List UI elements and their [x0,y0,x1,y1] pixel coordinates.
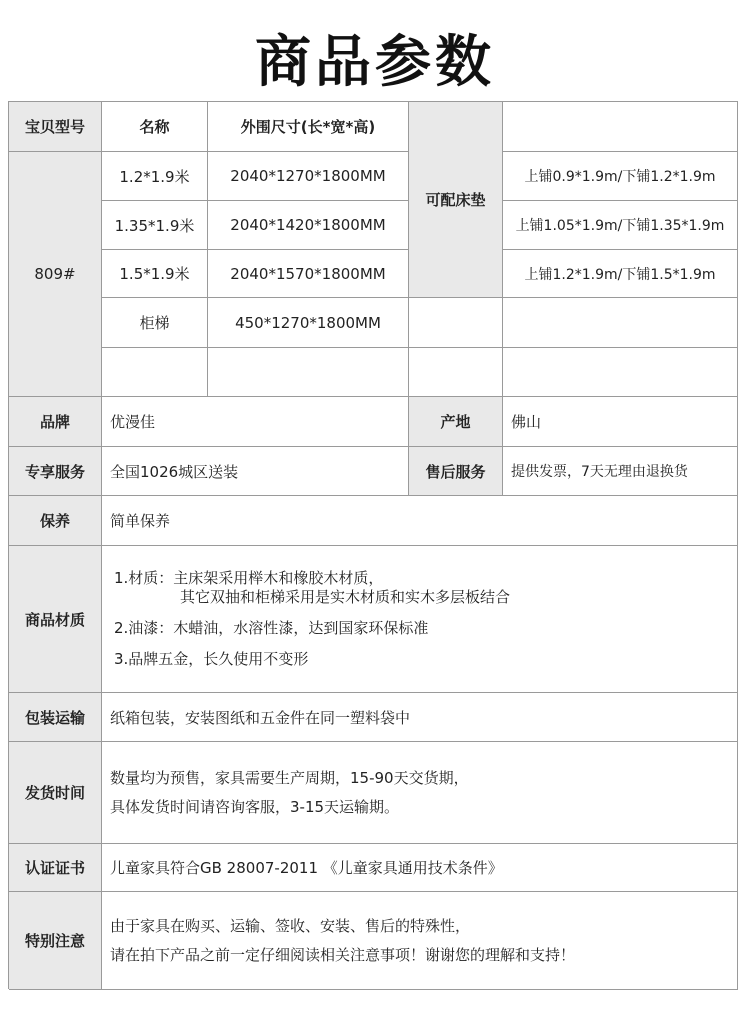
shipping-value [102,742,738,844]
table-row-mattress: 上铺0.9*1.9m/下铺1.2*1.9m [503,152,738,201]
certification-value: 儿童家具符合GB 28007-2011 《儿童家具通用技术条件》 [102,844,738,892]
table-row-name: 1.35*1.9米 [102,201,208,250]
service-label: 专享服务 [9,447,102,496]
material-line-1 [114,569,510,607]
spec-table [8,101,738,989]
notice-label: 特别注意 [9,892,102,990]
after-sales-value: 提供发票，7天无理由退换货 [503,447,738,496]
table-row-mattress: 上铺1.2*1.9m/下铺1.5*1.9m [503,250,738,298]
table-row-blank [503,348,738,397]
name-header: 名称 [102,102,208,152]
after-sales-label: 售后服务 [409,447,503,496]
notice-value [102,892,738,990]
table-row-blank [409,348,503,397]
table-row-name: 1.5*1.9米 [102,250,208,298]
material-line-1a: 1.材质：主床架采用榉木和橡胶木材质， [114,569,384,587]
table-row-size: 2040*1420*1800MM [208,201,409,250]
shipping-line-1: 数量均为预售，家具需要生产周期，15-90天交货期， [110,768,469,787]
table-row-blank [409,298,503,348]
table-row-mattress [503,298,738,348]
mattress-label: 可配床垫 [409,102,503,298]
table-row-name: 1.2*1.9米 [102,152,208,201]
brand-label: 品牌 [9,397,102,447]
brand-value: 优漫佳 [102,397,409,447]
table-row-size: 2040*1570*1800MM [208,250,409,298]
shipping-label: 发货时间 [9,742,102,844]
shipping-line-2: 具体发货时间请咨询客服，3-15天运输期。 [110,797,400,816]
table-row-blank [102,348,208,397]
notice-line-2: 请在拍下产品之前一定仔细阅读相关注意事项！谢谢您的理解和支持！ [110,945,576,964]
notice-line-1: 由于家具在购买、运输、签收、安装、售后的特殊性， [110,916,471,935]
material-line-2: 2.油漆：木蜡油，水溶性漆，达到国家环保标准 [114,619,429,637]
origin-label: 产地 [409,397,503,447]
table-row-mattress: 上铺1.05*1.9m/下铺1.35*1.9m [503,201,738,250]
certification-label: 认证证书 [9,844,102,892]
packaging-value: 纸箱包装，安装图纸和五金件在同一塑料袋中 [102,693,738,742]
material-line-1b: 其它双抽和柜梯采用是实木材质和实木多层板结合 [180,588,511,606]
table-row-blank [208,348,409,397]
size-header: 外围尺寸(长*宽*高) [208,102,409,152]
maintenance-label: 保养 [9,496,102,546]
material-label: 商品材质 [9,546,102,693]
material-line-3: 3.品牌五金，长久使用不变形 [114,650,309,668]
table-row-name: 柜梯 [102,298,208,348]
service-value: 全国1026城区送装 [102,447,409,496]
packaging-label: 包装运输 [9,693,102,742]
table-row-size: 450*1270*1800MM [208,298,409,348]
model-value: 809# [9,152,102,397]
page-title: 商品参数 [255,30,495,95]
origin-value: 佛山 [503,397,738,447]
table-row-size: 2040*1270*1800MM [208,152,409,201]
maintenance-value: 简单保养 [102,496,738,546]
model-label: 宝贝型号 [9,102,102,152]
material-value [102,546,738,693]
mattress-header-blank [503,102,738,152]
